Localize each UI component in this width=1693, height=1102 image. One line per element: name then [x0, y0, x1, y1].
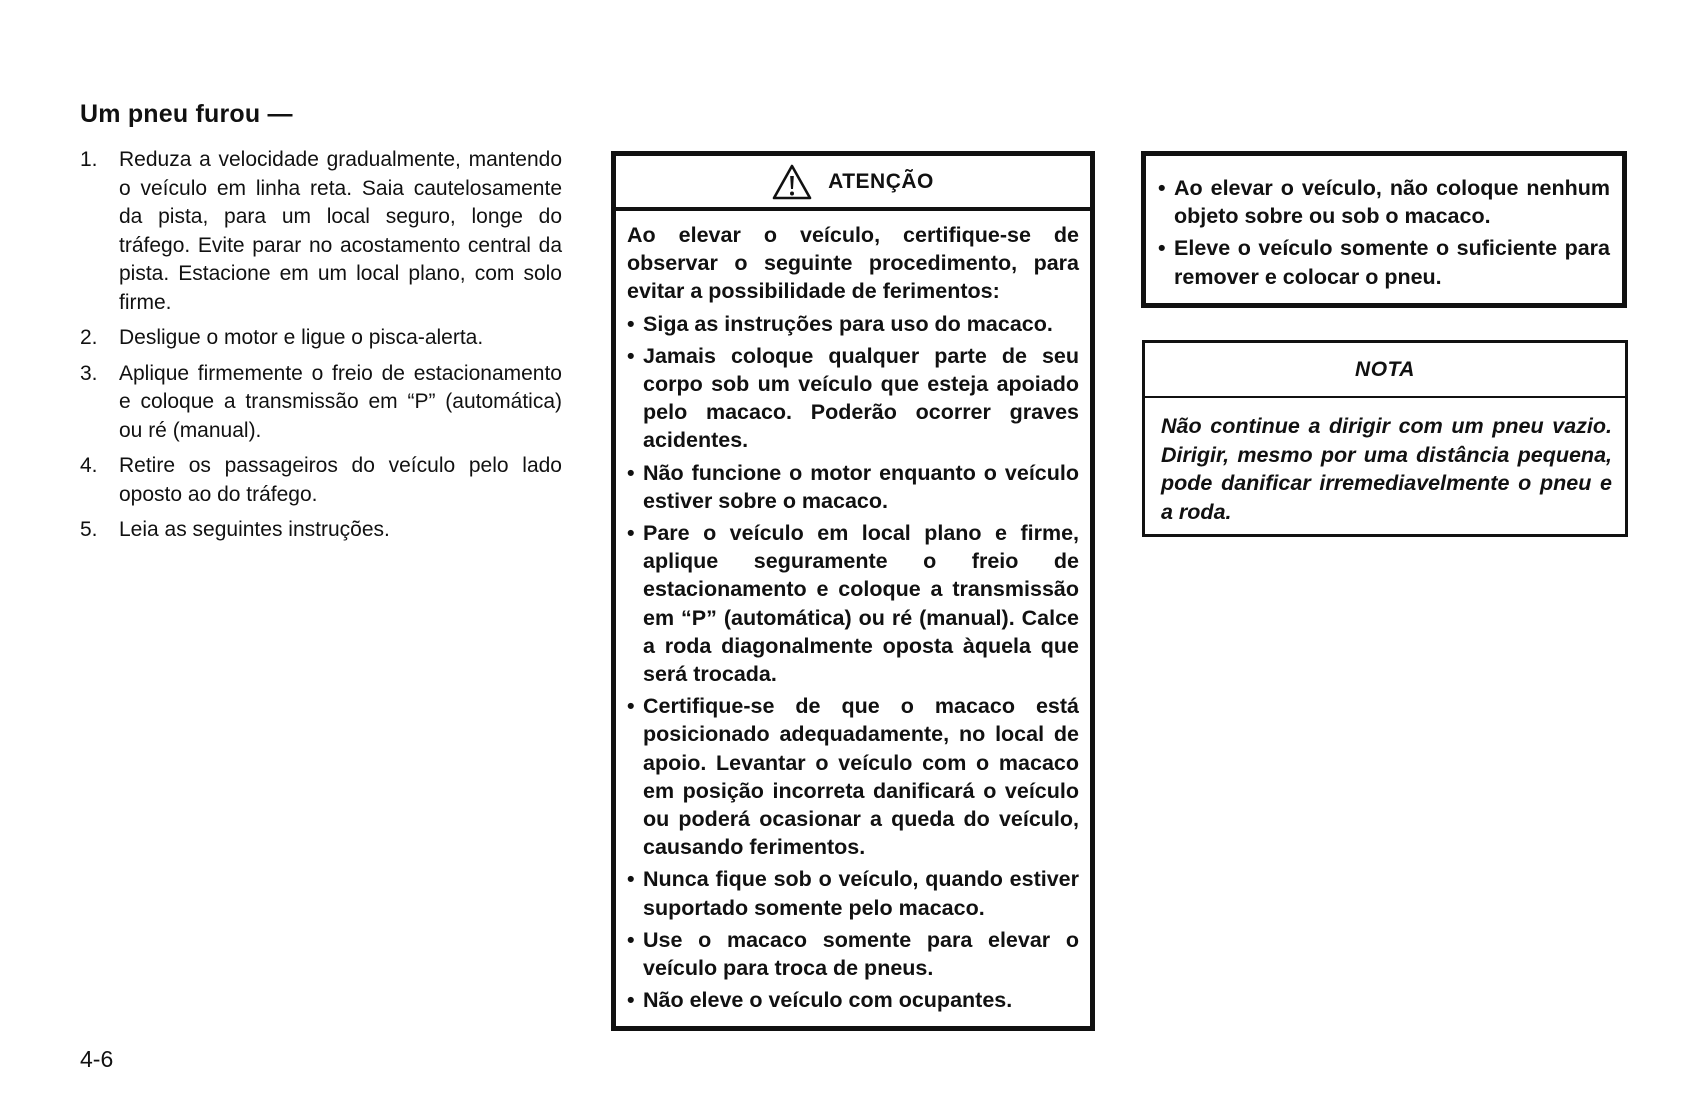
warning-bullet-text: Não eleve o veículo com ocupantes.	[643, 988, 1013, 1013]
warning-bullet	[627, 310, 1079, 338]
note-header	[1145, 343, 1625, 398]
warning-bullet	[627, 865, 1079, 921]
warning-bullet	[627, 342, 1079, 455]
bullet-symbol: •	[1158, 176, 1166, 200]
bullet-symbol: •	[1158, 236, 1166, 261]
warning-bullet-text: Eleve o veículo somente o suficiente para remover e colocar o pneu.	[1174, 236, 1610, 289]
warning-bullet	[627, 986, 1079, 1014]
step-item	[80, 324, 562, 353]
warning-bullets	[627, 310, 1079, 1015]
bullet-symbol: •	[627, 311, 635, 336]
warning-bullet	[627, 459, 1079, 515]
bullet-symbol: •	[627, 694, 635, 719]
step-number: 3.	[80, 361, 98, 385]
warning-bullet	[1158, 234, 1610, 290]
warning-bullet-text: Use o macaco somente para elevar o veículo para troca de pneus.	[643, 927, 1079, 981]
warning-bullet-text: Não funcione o motor enquanto o veículo estiver sobre o macaco.	[643, 460, 1079, 513]
step-item	[80, 516, 562, 545]
step-text: Leia as seguintes instruções.	[119, 518, 390, 541]
warning-header	[616, 156, 1090, 211]
step-item	[80, 452, 562, 509]
warning-bullet	[1158, 174, 1610, 230]
bullet-symbol: •	[627, 460, 635, 485]
step-text: Reduza a velocidade gradualmente, mantendo o veículo em linha reta. Saia cautelosamente da pista, para um local seguro, longe do tráfego. Evite parar no acostamento central da pista. Estacione em um local plano, com solo firme.	[119, 148, 562, 314]
warning-bullet	[627, 692, 1079, 861]
step-item	[80, 146, 562, 317]
warning-bullet-text: Jamais coloque qualquer parte de seu corpo sob um veículo que esteja apoiado pelo macaco. Poderão ocorrer graves acidentes.	[643, 343, 1079, 453]
bullet-symbol: •	[627, 988, 635, 1013]
warning-bullet	[627, 519, 1079, 688]
step-text: Retire os passageiros do veículo pelo lado oposto ao do tráfego.	[119, 454, 562, 506]
step-text: Aplique firmemente o freio de estacionamento e coloque a transmissão em “P” (automática) ou ré (manual).	[119, 361, 562, 442]
note-title: NOTA	[1355, 357, 1415, 381]
bullet-symbol: •	[627, 867, 635, 892]
warning-triangle-icon	[772, 164, 812, 200]
section-title: Um pneu furou —	[80, 100, 293, 128]
note-text: Não continue a dirigir com um pneu vazio. Dirigir, mesmo por uma distância pequena, pode danificar irremediavelmente o pneu e a roda.	[1161, 414, 1612, 524]
warning-continued-box	[1141, 151, 1627, 308]
step-number: 5.	[80, 518, 98, 541]
warning-bullet-text: Nunca fique sob o veículo, quando estiver suportado somente pelo macaco.	[643, 867, 1079, 920]
bullet-symbol: •	[627, 343, 635, 368]
warning-continued-bullets	[1146, 156, 1622, 291]
instruction-steps	[80, 146, 562, 552]
note-box	[1142, 340, 1628, 537]
step-text: Desligue o motor e ligue o pisca-alerta.	[119, 326, 484, 349]
warning-bullet-text: Siga as instruções para uso do macaco.	[643, 311, 1053, 336]
warning-bullet-text: Pare o veículo em local plano e firme, aplique seguramente o freio de estacionamento e coloque a transmissão em “P” (automática) ou ré (manual). Calce a roda diagonalmente oposta àquela que será trocada.	[643, 521, 1079, 687]
warning-body	[616, 211, 1090, 1014]
step-number: 1.	[80, 148, 98, 171]
bullet-symbol: •	[627, 521, 635, 546]
warning-box	[611, 151, 1095, 1031]
step-number: 2.	[80, 326, 98, 349]
bullet-symbol: •	[627, 927, 635, 952]
warning-intro: Ao elevar o veículo, certifique-se de observar o seguinte procedimento, para evitar a possibilidade de ferimentos:	[627, 223, 1079, 304]
warning-bullet-text: Ao elevar o veículo, não coloque nenhum objeto sobre ou sob o macaco.	[1174, 176, 1610, 229]
warning-bullet	[627, 926, 1079, 982]
warning-title: ATENÇÃO	[828, 169, 934, 193]
warning-bullet-text: Certifique-se de que o macaco está posicionado adequadamente, no local de apoio. Levantar o veículo com o macaco em posição incorreta danificará o veículo ou poderá ocasionar a queda do veículo, causando ferimentos.	[643, 694, 1079, 860]
step-item	[80, 360, 562, 446]
page-number: 4-6	[80, 1046, 114, 1072]
step-number: 4.	[80, 454, 98, 477]
